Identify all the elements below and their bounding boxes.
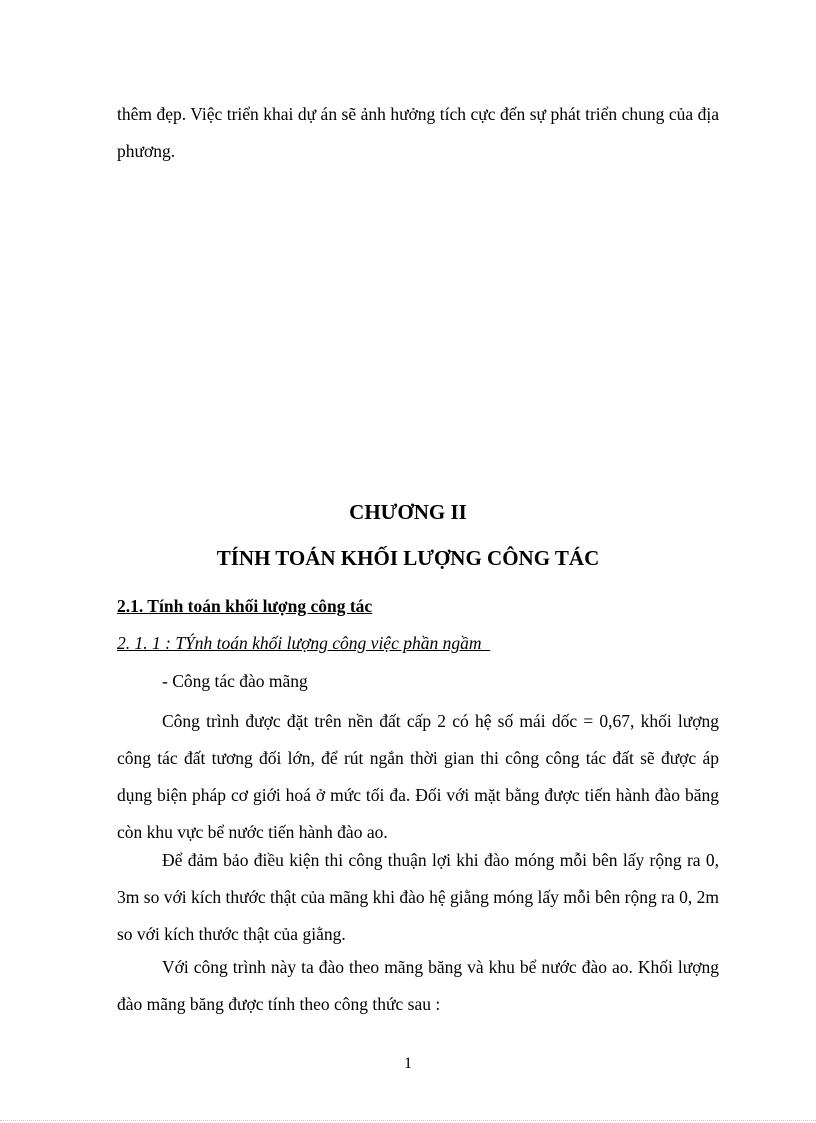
body-paragraph: Công trình được đặt trên nền đất cấp 2 có hệ số mái dốc = 0,67, khối lượng công tác đất tương đối lớn, để rút ngắn thời gian thi công công tác đất sẽ được áp dụng biện pháp cơ giới hoá ở mức tối đa. Đối với mặt bằng được tiến hành đào băng còn khu vực bể nước tiến hành đào ao. — [117, 711, 719, 842]
section-heading: 2.1. Tính toán khối lượng công tác — [117, 596, 373, 616]
subsection-heading: 2. 1. 1 : TÝnh toán khối lượng công việc phần ngầm — [117, 633, 491, 653]
chapter-number: CHƯƠNG II — [349, 500, 467, 524]
intro-paragraph: thêm đẹp. Việc triển khai dự án sẽ ảnh hưởng tích cực đến sự phát triển chung của địa phương. — [117, 104, 719, 161]
page-bottom-divider — [0, 1120, 816, 1121]
body-paragraph: Với công trình này ta đào theo mãng băng và khu bể nước đào ao. Khối lượng đào mãng băng được tính theo công thức sau : — [117, 957, 719, 1014]
body-paragraph: Để đảm bảo điều kiện thi công thuận lợi khi đào móng mỗi bên lấy rộng ra 0, 3m so với kích thước thật của mãng khi đào hệ giằng móng lấy mỗi bên rộng ra 0, 2m so với kích thước thật của giằng. — [117, 850, 719, 944]
list-item-excavation: - Công tác đào mãng — [162, 671, 308, 691]
chapter-title: TÍNH TOÁN KHỐI LƯỢNG CÔNG TÁC — [216, 546, 600, 570]
page-number: 1 — [404, 1055, 412, 1072]
